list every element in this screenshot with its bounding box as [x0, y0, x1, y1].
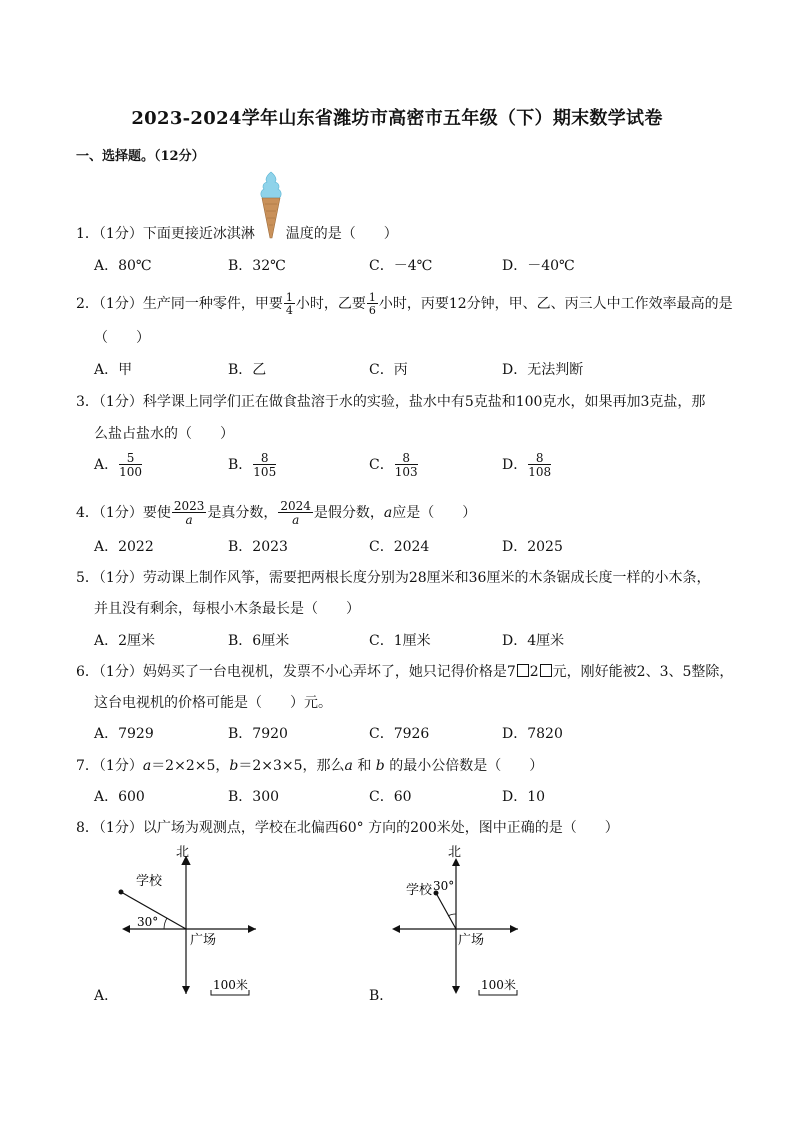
fraction-numerator: 8 [395, 452, 418, 465]
variable-a: a [142, 758, 152, 774]
blank-box [517, 664, 529, 677]
square-label: 广场 [458, 933, 485, 948]
q6-option-b[interactable]: B．7920 [228, 726, 288, 742]
section-heading: 一、选择题。（12分） [76, 149, 205, 164]
q1-option-d[interactable]: D．－40℃ [502, 258, 575, 274]
q7-option-c[interactable]: C．60 [369, 789, 412, 805]
q1-text-pre: 1．（1分）下面更接近冰淇淋 [76, 226, 255, 242]
q7-text-5: 的最小公倍数是（ ） [384, 758, 544, 774]
q1-option-a[interactable]: A．80℃ [94, 258, 152, 274]
variable-b: b [375, 758, 385, 774]
q1-text-post: 温度的是（ ） [285, 226, 398, 242]
variable-a: a [344, 758, 353, 774]
diagram-a[interactable] [110, 840, 260, 1000]
school-label: 学校 [406, 883, 433, 898]
school-point [119, 890, 124, 895]
direction-line [436, 893, 456, 929]
q7-option-d[interactable]: D．10 [502, 789, 546, 805]
angle-arc [448, 914, 456, 916]
scale-label: 100米 [213, 978, 248, 992]
fraction [528, 452, 551, 478]
q6-text-2: 2 [529, 664, 539, 680]
option-label: B． [228, 457, 253, 473]
question-5-line-2: 并且没有剩余，每根小木条最长是（ ） [94, 601, 360, 617]
q5-option-b[interactable]: B．6厘米 [228, 633, 290, 649]
variable-a: a [383, 505, 393, 521]
q2-option-b[interactable]: B．乙 [228, 362, 267, 378]
fraction [395, 452, 418, 478]
question-3-line-2: 么盐占盐水的（ ） [94, 426, 234, 442]
q2-text-1: 2．（1分）生产同一种零件，甲要 [76, 296, 283, 312]
q5-option-a[interactable]: A．2厘米 [94, 633, 156, 649]
q4-text-1: 4．（1分）要使 [76, 505, 171, 521]
fraction-denominator: 4 [285, 304, 293, 317]
fraction-denominator: a [185, 513, 193, 527]
blank-box [540, 664, 552, 677]
q7-option-a[interactable]: A．600 [94, 789, 145, 805]
fraction-denominator: 6 [368, 304, 376, 317]
question-6 [76, 662, 733, 682]
fraction-denominator: 105 [253, 465, 277, 479]
ice-cream-icon [259, 228, 281, 238]
fraction-numerator: 8 [253, 452, 276, 465]
q2-option-c[interactable]: C．丙 [369, 362, 408, 378]
q4-option-d[interactable]: D．2025 [502, 539, 563, 555]
q4-option-c[interactable]: C．2024 [369, 539, 430, 555]
q7-text-3: ＝2×3×5，那么 [238, 758, 345, 774]
question-3-line-1: 3．（1分）科学课上同学们正在做食盐溶于水的实验，盐水中有5克盐和100克水，如果再加3克盐，那 [76, 394, 706, 410]
q4-option-b[interactable]: B．2023 [228, 539, 288, 555]
q6-option-d[interactable]: D．7820 [502, 726, 563, 742]
question-6-line-2: 这台电视机的价格可能是（ ）元。 [94, 695, 332, 711]
question-4 [76, 500, 476, 526]
square-label: 广场 [190, 933, 217, 948]
fraction [278, 500, 313, 526]
question-8: 8．（1分）以广场为观测点，学校在北偏西60° 方向的200米处，图中正确的是（ ） [76, 820, 619, 836]
fraction-denominator: 108 [528, 465, 552, 479]
q1-option-c[interactable]: C．－4℃ [369, 258, 433, 274]
q5-option-d[interactable]: D．4厘米 [502, 633, 565, 649]
north-label: 北 [448, 845, 462, 860]
page-title: 2023-2024学年山东省潍坊市高密市五年级（下）期末数学试卷 [131, 108, 663, 129]
fraction-numerator: 2023 [173, 499, 205, 513]
fraction-denominator: 103 [394, 465, 418, 479]
q4-text-2: 是真分数， [207, 505, 278, 521]
question-5-line-1: 5．（1分）劳动课上制作风筝，需要把两根长度分别为28厘米和36厘米的木条锯成长度一样的小木条， [76, 570, 711, 586]
q8-option-a[interactable]: A． [94, 988, 119, 1004]
fraction-denominator: 100 [119, 465, 143, 479]
diagram-b[interactable] [388, 840, 528, 1000]
option-label: A． [94, 457, 119, 473]
q3-option-b[interactable] [228, 452, 277, 478]
q4-option-a[interactable]: A．2022 [94, 539, 154, 555]
q3-option-d[interactable] [502, 452, 552, 478]
option-label: C． [369, 457, 394, 473]
option-label: D． [502, 457, 528, 473]
q4-text-4: 应是（ ） [392, 505, 477, 521]
angle-label: 30° [137, 915, 159, 929]
q2-option-d[interactable]: D．无法判断 [502, 362, 584, 378]
q2-text-3: 小时，丙要12分钟，甲、乙、丙三人中工作效率最高的是 [378, 296, 733, 312]
fraction [119, 452, 142, 478]
fraction-numerator: 5 [119, 452, 142, 465]
angle-arc [164, 918, 167, 929]
fraction-numerator: 1 [368, 291, 376, 304]
q6-text-3: 元，刚好能被2、3、5整除， [552, 664, 734, 680]
question-2 [76, 292, 733, 316]
q1-option-b[interactable]: B．32℃ [228, 258, 286, 274]
question-7 [76, 756, 543, 776]
q6-option-a[interactable]: A．7929 [94, 726, 154, 742]
q8-option-b[interactable]: B． [369, 988, 394, 1004]
q2-line-2: （ ） [94, 330, 150, 346]
fraction-numerator: 1 [285, 291, 293, 304]
q6-text-1: 6．（1分）妈妈买了一台电视机，发票不小心弄坏了，她只记得价格是7 [76, 664, 516, 680]
question-1 [76, 224, 398, 244]
q7-text-1: 7．（1分） [76, 758, 143, 774]
q2-text-2: 小时，乙要 [295, 296, 366, 312]
q3-option-c[interactable] [369, 452, 419, 478]
q7-option-b[interactable]: B．300 [228, 789, 280, 805]
q7-text-4: 和 [352, 758, 376, 774]
scale-label: 100米 [481, 978, 516, 992]
fraction [172, 500, 207, 526]
fraction-denominator: a [292, 513, 300, 527]
fraction [253, 452, 276, 478]
school-label: 学校 [136, 874, 163, 889]
q7-text-2: ＝2×2×5， [151, 758, 230, 774]
fraction [284, 292, 295, 316]
q5-option-c[interactable]: C．1厘米 [369, 633, 431, 649]
q4-text-3: 是假分数， [313, 505, 384, 521]
fraction [367, 292, 378, 316]
q6-option-c[interactable]: C．7926 [369, 726, 430, 742]
north-label: 北 [176, 845, 190, 860]
angle-label: 30° [433, 879, 455, 893]
q2-option-a[interactable]: A．甲 [94, 362, 133, 378]
fraction-numerator: 8 [528, 452, 551, 465]
fraction-numerator: 2024 [280, 499, 311, 513]
variable-b: b [229, 758, 239, 774]
q3-option-a[interactable] [94, 452, 143, 478]
